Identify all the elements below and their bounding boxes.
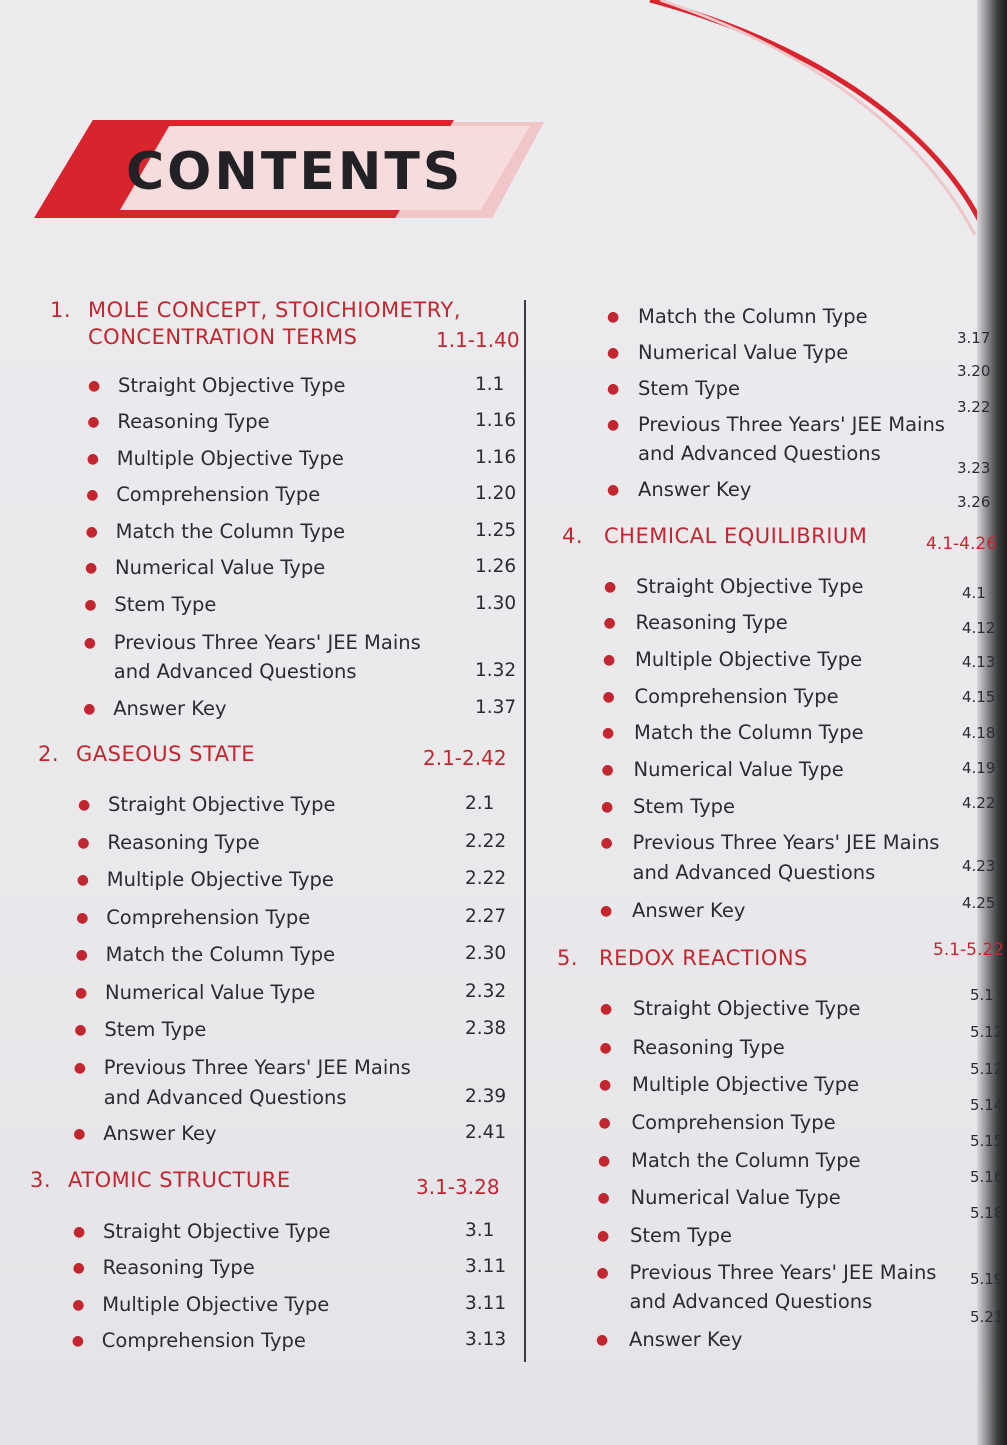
toc-item-page: 4.13: [962, 653, 996, 671]
toc-item-label: Multiple Objective Type: [632, 1073, 860, 1096]
bullet-icon: ●: [596, 1332, 609, 1348]
toc-item-label: Answer Key: [632, 899, 746, 922]
bullet-icon: ●: [604, 579, 617, 595]
bullet-icon: ●: [85, 560, 98, 576]
bullet-icon: ●: [86, 451, 100, 467]
bullet-icon: ●: [607, 381, 620, 397]
toc-item-label: Straight Objective Type: [636, 575, 864, 598]
bullet-icon: ●: [71, 1333, 85, 1349]
toc-item-label: Previous Three Years' JEE Mains: [638, 413, 945, 436]
bullet-icon: ●: [596, 1265, 609, 1281]
toc-item-page: 3.1: [465, 1220, 495, 1241]
toc-item-page: 5.16: [970, 1168, 1004, 1186]
bullet-icon: ●: [83, 701, 96, 717]
toc-item-label: Previous Three Years' JEE Mains: [632, 831, 940, 854]
toc-item-label: Answer Key: [638, 478, 752, 501]
bullet-icon: ●: [607, 345, 620, 361]
toc-item-label: Match the Column Type: [634, 721, 864, 744]
toc-item-label: Answer Key: [629, 1328, 743, 1351]
toc-item-label: Answer Key: [113, 697, 227, 720]
column-divider: [524, 300, 526, 1362]
bullet-icon: ●: [601, 762, 614, 778]
toc-item-label: Multiple Objective Type: [106, 868, 334, 891]
toc-item-label: Stem Type: [630, 1224, 733, 1247]
toc-item-page: 1.16: [475, 447, 517, 468]
toc-item-label: Comprehension Type: [631, 1111, 836, 1134]
bullet-icon: ●: [84, 597, 97, 613]
chapter-title-line2: CONCENTRATION TERMS: [88, 325, 358, 349]
bullet-icon: ●: [86, 487, 99, 503]
chapter-page-range: 2.1-2.42: [423, 746, 507, 770]
bullet-icon: ●: [74, 1022, 87, 1038]
chapter-title: REDOX REACTIONS: [599, 946, 808, 970]
toc-item-label: Numerical Value Type: [638, 341, 849, 364]
chapter-title: MOLE CONCEPT, STOICHIOMETRY,: [88, 298, 461, 322]
chapter-number: 4.: [562, 524, 584, 548]
toc-item-page: 5.19: [970, 1270, 1004, 1288]
toc-item-page: 3.11: [465, 1256, 507, 1277]
toc-item-page: 1.20: [475, 483, 517, 504]
toc-item-page: 3.13: [465, 1329, 507, 1350]
toc-item-page: 1.32: [475, 660, 517, 681]
bullet-icon: ●: [598, 1115, 611, 1131]
toc-item-page: 4.23: [962, 857, 996, 875]
toc-item-label: Multiple Objective Type: [635, 648, 863, 671]
toc-item-label: Comprehension Type: [116, 483, 321, 506]
toc-item-label: Multiple Objective Type: [102, 1293, 330, 1316]
contents-banner: [34, 120, 524, 220]
chapter-title: GASEOUS STATE: [76, 742, 256, 766]
chapter-page-range: 3.1-3.28: [416, 1175, 500, 1199]
bullet-icon: ●: [73, 1224, 86, 1240]
toc-item-label: Straight Objective Type: [118, 374, 346, 397]
chapter-title: CHEMICAL EQUILIBRIUM: [604, 524, 868, 548]
toc-item-label: Stem Type: [633, 795, 736, 818]
toc-item-label-line2: and Advanced Questions: [632, 861, 876, 884]
toc-item-page: 1.16: [475, 410, 517, 431]
toc-item-label: Match the Column Type: [638, 305, 868, 328]
toc-item-label-line2: and Advanced Questions: [638, 442, 881, 465]
bullet-icon: ●: [76, 872, 90, 888]
bullet-icon: ●: [75, 985, 88, 1001]
toc-item-page: 1.37: [475, 697, 517, 718]
toc-item-label: Match the Column Type: [631, 1149, 861, 1172]
toc-item-page: 2.27: [465, 906, 507, 927]
toc-item-page: 3.17: [957, 329, 991, 347]
bullet-icon: ●: [83, 635, 97, 651]
bullet-icon: ●: [607, 309, 620, 325]
toc-item-label: Numerical Value Type: [633, 758, 844, 781]
toc-item-page: 3.26: [957, 493, 991, 511]
toc-item-label: Match the Column Type: [105, 943, 336, 966]
toc-item-page: 3.23: [957, 459, 991, 477]
toc-item-page: 5.21: [970, 1308, 1004, 1326]
toc-item-label: Reasoning Type: [632, 1036, 785, 1059]
toc-item-page: 5.15: [970, 1132, 1004, 1150]
toc-item-label: Reasoning Type: [102, 1256, 255, 1279]
bullet-icon: ●: [603, 615, 616, 631]
toc-item-label: Straight Objective Type: [633, 997, 861, 1020]
bullet-icon: ●: [77, 835, 90, 851]
page-edge-shadow: [977, 0, 1007, 1445]
bullet-icon: ●: [597, 1190, 610, 1206]
bullet-icon: ●: [602, 689, 615, 705]
bullet-icon: ●: [600, 1001, 613, 1017]
chapter-number: 1.: [50, 298, 72, 322]
toc-item-page: 4.22: [962, 794, 996, 812]
toc-item-page: 5.1: [970, 986, 994, 1004]
bullet-icon: ●: [73, 1060, 87, 1076]
toc-item-page: 1.1: [475, 374, 505, 395]
bullet-icon: ●: [607, 417, 620, 433]
toc-item-label-line2: and Advanced Questions: [103, 1086, 347, 1109]
toc-item-label: Straight Objective Type: [103, 1220, 331, 1243]
page-title: CONTENTS: [126, 142, 464, 202]
toc-item-label: Previous Three Years' JEE Mains: [103, 1056, 411, 1079]
toc-item-page: 1.30: [475, 593, 517, 614]
toc-item-page: 4.12: [962, 619, 996, 637]
chapter-number: 5.: [557, 946, 579, 970]
bullet-icon: ●: [85, 524, 98, 540]
toc-item-label: Stem Type: [114, 593, 217, 616]
bullet-icon: ●: [602, 725, 615, 741]
chapter-number: 2.: [38, 742, 60, 766]
bullet-icon: ●: [72, 1297, 85, 1313]
toc-item-page: 2.38: [465, 1018, 507, 1039]
toc-item-label: Answer Key: [103, 1122, 217, 1145]
toc-item-label: Comprehension Type: [101, 1329, 306, 1352]
toc-item-label-line2: and Advanced Questions: [629, 1290, 873, 1313]
toc-item-label: Reasoning Type: [635, 611, 788, 634]
bullet-icon: ●: [72, 1260, 85, 1276]
bullet-icon: ●: [597, 1228, 610, 1244]
toc-item-label: Numerical Value Type: [105, 981, 316, 1004]
toc-item-page: 3.22: [957, 398, 991, 416]
toc-item-label: Numerical Value Type: [630, 1186, 841, 1209]
bullet-icon: ●: [73, 1126, 86, 1142]
bullet-icon: ●: [603, 652, 616, 668]
bullet-icon: ●: [601, 799, 614, 815]
bullet-icon: ●: [599, 1040, 612, 1056]
toc-item-page: 2.22: [465, 831, 507, 852]
toc-item-page: 4.19: [962, 759, 996, 777]
toc-item-page: 2.22: [465, 868, 507, 889]
toc-item-label: Match the Column Type: [115, 520, 346, 543]
toc-item-page: 3.20: [957, 362, 991, 380]
toc-item-label: Reasoning Type: [107, 831, 260, 854]
chapter-page-range: 5.1-5.22: [933, 940, 1005, 960]
toc-item-page: 5.12: [970, 1023, 1004, 1041]
bullet-icon: ●: [598, 1153, 611, 1169]
toc-item-page: 5.18: [970, 1204, 1004, 1222]
bullet-icon: ●: [600, 835, 613, 851]
toc-item-label: Previous Three Years' JEE Mains: [629, 1261, 937, 1284]
bullet-icon: ●: [78, 797, 91, 813]
toc-item-page: 4.15: [962, 688, 996, 706]
toc-item-label: Stem Type: [104, 1018, 207, 1041]
toc-item-label-line2: and Advanced Questions: [113, 660, 357, 683]
toc-item-page: 4.25: [962, 894, 996, 912]
toc-item-page: 3.11: [465, 1293, 507, 1314]
chapter-title: ATOMIC STRUCTURE: [68, 1168, 291, 1192]
toc-item-page: 2.1: [465, 793, 495, 814]
toc-item-label: Comprehension Type: [634, 685, 839, 708]
toc-item-label: Previous Three Years' JEE Mains: [113, 631, 421, 654]
bullet-icon: ●: [599, 1077, 612, 1093]
toc-item-label: Straight Objective Type: [108, 793, 336, 816]
toc-item-label: Stem Type: [638, 377, 741, 400]
toc-item-page: 2.39: [465, 1086, 507, 1107]
bullet-icon: ●: [607, 482, 620, 498]
toc-item-page: 1.25: [475, 520, 517, 541]
bullet-icon: ●: [600, 903, 613, 919]
toc-item-page: 2.30: [465, 943, 507, 964]
bullet-icon: ●: [75, 947, 88, 963]
toc-item-label: Numerical Value Type: [115, 556, 326, 579]
toc-item-page: 2.41: [465, 1122, 507, 1143]
toc-item-label: Reasoning Type: [117, 410, 270, 433]
toc-item-page: 5.14: [970, 1096, 1004, 1114]
chapter-number: 3.: [30, 1168, 52, 1192]
toc-item-page: 2.32: [465, 981, 507, 1002]
toc-item-page: 4.1: [962, 584, 986, 602]
bullet-icon: ●: [76, 910, 89, 926]
chapter-page-range: 1.1-1.40: [436, 328, 520, 352]
bullet-icon: ●: [87, 414, 100, 430]
toc-item-label: Comprehension Type: [106, 906, 311, 929]
toc-item-page: 4.18: [962, 724, 996, 742]
chapter-page-range: 4.1-4.26: [926, 534, 998, 554]
toc-item-page: 5.12: [970, 1060, 1004, 1078]
toc-item-page: 1.26: [475, 556, 517, 577]
toc-item-label: Multiple Objective Type: [116, 447, 344, 470]
bullet-icon: ●: [88, 378, 101, 394]
